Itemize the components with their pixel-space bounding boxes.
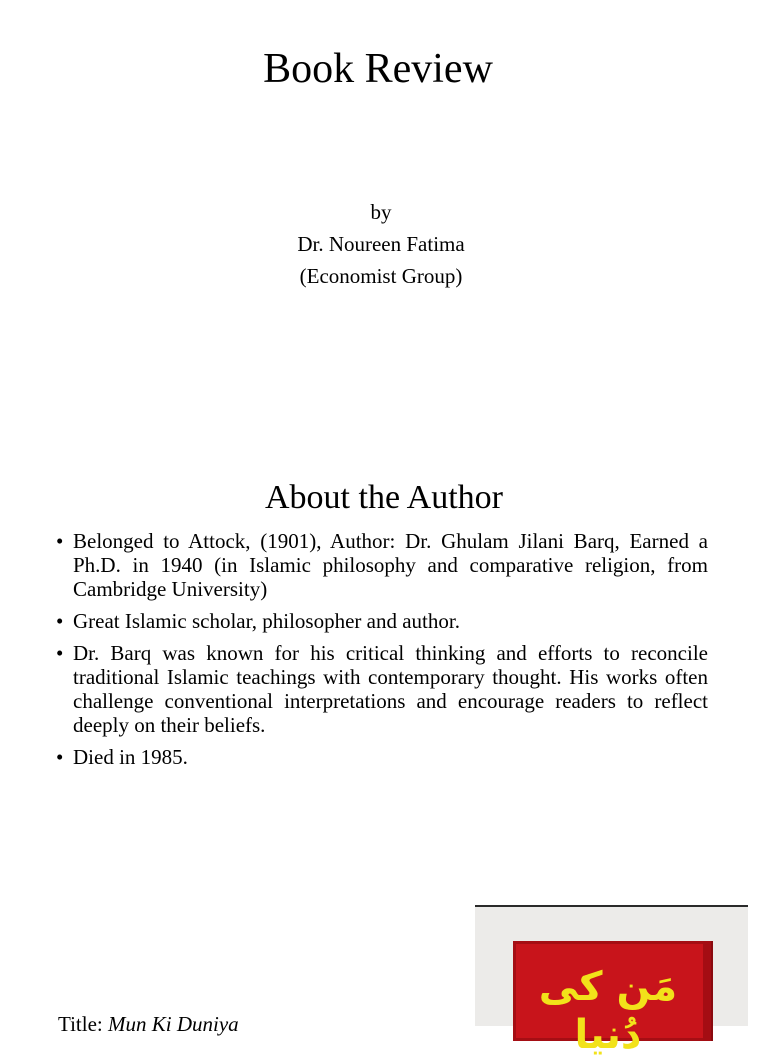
byline [0, 196, 762, 292]
list-item [56, 529, 708, 601]
list-item-text: Belonged to Attock, (1901), Author: Dr. Ghulam Jilani Barq, Earned a Ph.D. in 1940 (in Islamic philosophy and comparative religion, from Cambridge University) [73, 529, 708, 601]
book-cover [513, 941, 711, 1058]
book-title-value: Mun Ki Duniya [108, 1012, 239, 1036]
byline-by: by [370, 200, 392, 224]
book-title-line [58, 1012, 239, 1036]
list-item-text: Died in 1985. [73, 745, 188, 769]
book-cover-title: مَن کی دُنیا [538, 964, 678, 1058]
byline-group: (Economist Group) [299, 264, 463, 288]
list-item [56, 641, 708, 737]
list-item-text: Dr. Barq was known for his critical thinking and efforts to reconcile traditional Islamic teachings with contemporary thought. His works often challenge conventional interpretations and encourage readers to reflect deeply on their beliefs. [73, 641, 708, 737]
author-bullet-list [56, 529, 708, 777]
bullet-icon: • [56, 609, 64, 633]
book-cover-image [475, 905, 748, 1058]
list-item [56, 745, 708, 769]
bullet-icon: • [56, 641, 64, 665]
list-item-text: Great Islamic scholar, philosopher and author. [73, 609, 460, 633]
book-spine [703, 941, 711, 1041]
bullet-icon: • [56, 529, 64, 553]
page-title: Book Review [263, 46, 493, 92]
bullet-icon: • [56, 745, 64, 769]
list-item [56, 609, 708, 633]
book-title-label: Title: [58, 1012, 103, 1036]
section-heading-about-author: About the Author [265, 479, 503, 516]
byline-author: Dr. Noureen Fatima [297, 232, 465, 256]
